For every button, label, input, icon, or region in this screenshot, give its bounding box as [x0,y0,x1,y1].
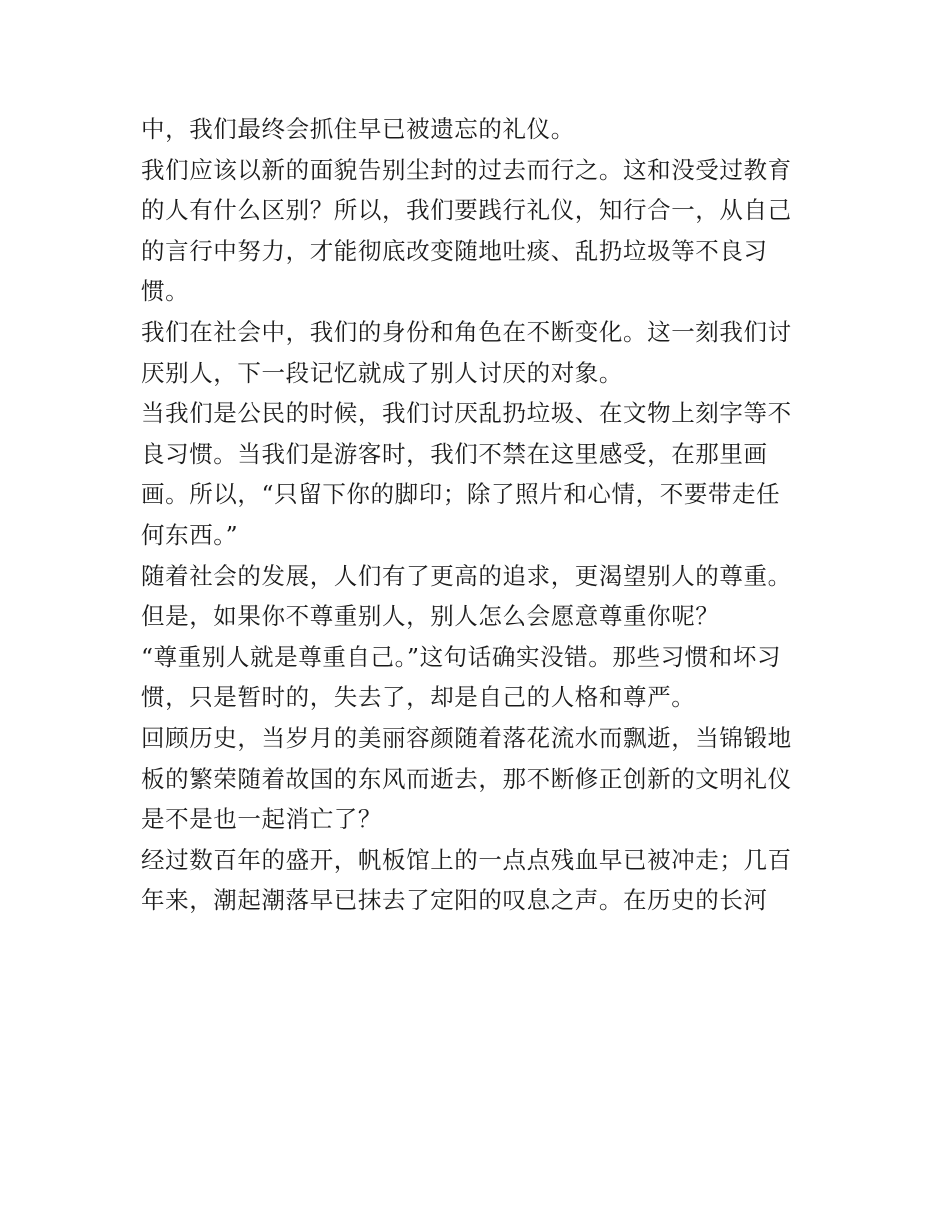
text-line: 良习惯。当我们是游客时，我们不禁在这里感受，在那里画 [141,439,768,468]
text-line: 厌别人，下一段记忆就成了别人讨厌的对象。 [141,358,623,387]
text-line: “尊重别人就是尊重自己。”这句话确实没错。那些习惯和坏习 [141,642,782,671]
text-line: 的人有什么区别？所以，我们要践行礼仪，知行合一，从自己 [141,196,792,225]
text-line: 年来，潮起潮落早已抹去了定阳的叹息之声。在历史的长河 [141,886,768,915]
text-line: 惯，只是暂时的，失去了，却是自己的人格和尊严。 [141,683,696,712]
text-line: 但是，如果你不尊重别人，别人怎么会愿意尊重你呢？ [141,602,720,631]
text-line: 画。所以，“只留下你的脚印；除了照片和心情，不要带走任 [141,480,781,509]
text-line: 板的繁荣随着故国的东风而逝去，那不断修正创新的文明礼仪 [141,764,792,793]
text-line: 回顾历史，当岁月的美丽容颜随着落花流水而飘逝，当锦锻地 [141,723,792,752]
text-line: 惯。 [141,277,190,306]
text-line: 我们应该以新的面貌告别尘封的过去而行之。这和没受过教育 [141,155,792,184]
text-line: 何东西。” [141,520,239,549]
text-line: 经过数百年的盛开，帆板馆上的一点点残血早已被冲走；几百 [141,845,792,874]
text-line: 当我们是公民的时候，我们讨厌乱扔垃圾、在文物上刻字等不 [141,399,792,428]
text-line: 的言行中努力，才能彻底改变随地吐痰、乱扔垃圾等不良习 [141,236,768,265]
document-body-text [141,109,821,921]
text-line: 中，我们最终会抓住早已被遗忘的礼仪。 [141,115,575,143]
text-line: 是不是也一起消亡了？ [141,805,382,834]
text-line: 随着社会的发展，人们有了更高的追求，更渴望别人的尊重。 [141,561,792,590]
text-line: 我们在社会中，我们的身份和角色在不断变化。这一刻我们讨 [141,317,792,346]
